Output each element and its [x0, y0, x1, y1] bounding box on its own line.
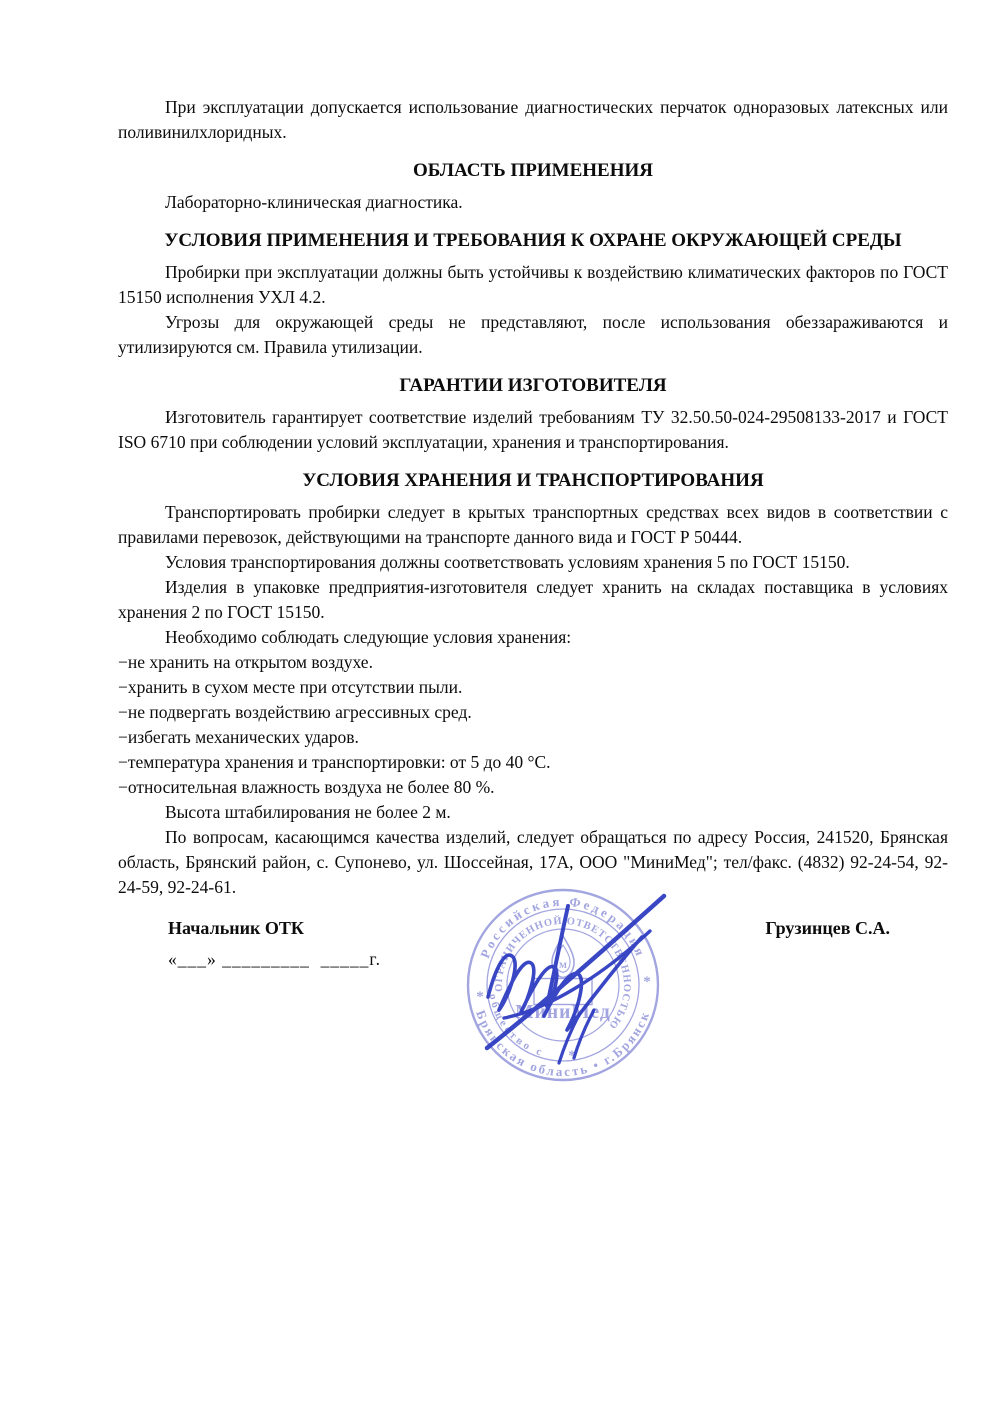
storage-condition-item: −не подвергать воздействию агрессивных сред. [118, 702, 472, 722]
heading-manufacturer-warranty: ГАРАНТИИ ИЗГОТОВИТЕЛЯ [399, 375, 667, 396]
content-area [118, 95, 948, 972]
paragraph-storage-intro: Необходимо соблюдать следующие условия хранения: [165, 627, 572, 647]
paragraph-warranty: Изготовитель гарантирует соответствие изделий требованиям ТУ 32.50.50-024-29508133-2017 и ГОСТ ISO 6710 при соблюдении условий эксплуатации, хранения и транспортирования. [118, 407, 948, 452]
stamp-center-name: МиниМед [515, 1002, 611, 1023]
position-title: Начальник ОТК [168, 918, 304, 938]
stamp-star-bottom-icon: * [568, 1048, 576, 1064]
paragraph-storage-warehouse: Изделия в упаковке предприятия-изготовителя следует хранить на складах поставщика в условиях хранения 2 по ГОСТ 15150. [118, 577, 948, 622]
stamp-outer-bottom-text: Брянская область • г.Брянск [473, 1007, 653, 1080]
heading-application-area: ОБЛАСТЬ ПРИМЕНЕНИЯ [412, 160, 653, 181]
heading-usage-conditions: УСЛОВИЯ ПРИМЕНЕНИЯ И ТРЕБОВАНИЯ К ОХРАНЕ ОКРУЖАЮЩЕЙ СРЕДЫ [164, 230, 902, 251]
paragraph-usage-climate: Пробирки при эксплуатации должны быть устойчивы к воздействию климатических факторов по ГОСТ 15150 исполнения УХЛ 4.2. [118, 262, 948, 307]
paragraph-stacking-height: Высота штабилирования не более 2 м. [165, 802, 451, 822]
stamp-star-left-icon: * [476, 989, 484, 1005]
stamp-monogram: М [558, 960, 568, 970]
paragraph-application-area: Лабораторно-клиническая диагностика. [165, 192, 463, 212]
signature-block [118, 916, 948, 972]
stamp-star-right-icon: * [643, 974, 651, 990]
signatory-name: Грузинцев С.А. [765, 918, 890, 938]
date-line: «___» _________ _____г. [168, 949, 381, 969]
paragraph-usage-environment: Угрозы для окружающей среды не представляют, после использования обеззараживаются и утилизируются см. Правила утилизации. [118, 312, 948, 357]
stamp-outer-top-text: Российская Федерация [477, 893, 649, 961]
stamp-inner-bottom-text: общество с [486, 992, 547, 1060]
paragraph-intro: При эксплуатации допускается использование диагностических перчаток одноразовых латексных или поливинилхлоридных. [118, 97, 948, 142]
storage-condition-item: −избегать механических ударов. [118, 727, 359, 747]
paragraph-transport-conditions: Условия транспортирования должны соответствовать условиям хранения 5 по ГОСТ 15150. [165, 552, 850, 572]
storage-condition-item: −не хранить на открытом воздухе. [118, 652, 373, 672]
stamp-inner-top-text: ОГРАНИЧЕННОЙ ОТВЕТСТВЕННОСТЬЮ [493, 915, 633, 1031]
storage-condition-item: −хранить в сухом месте при отсутствии пыли. [118, 677, 463, 697]
paragraph-contact-info: По вопросам, касающимся качества изделий, следует обращаться по адресу Россия, 241520, Брянская область, Брянский район, с. Супонево, ул. Шоссейная, 17А, ООО "МиниМед"; тел/факс. (4832) 92-24-54, 92-24-59, 92-24-61. [118, 827, 948, 897]
storage-condition-item: −относительная влажность воздуха не более 80 %. [118, 777, 495, 797]
signature-stroke-tail-2 [574, 1010, 594, 1058]
signature-left-column [168, 916, 381, 972]
signature-stroke-tail-1 [559, 1013, 580, 1063]
storage-condition-item: −температура хранения и транспортировки: от 5 до 40 °С. [118, 752, 551, 772]
stamp-center-banner [534, 979, 592, 1005]
paragraph-transport: Транспортировать пробирки следует в крытых транспортных средствах всех видов в соответствии с правилами перевозок, действующими на транспорте данного вида и ГОСТ Р 50444. [118, 502, 948, 547]
heading-storage-transport: УСЛОВИЯ ХРАНЕНИЯ И ТРАНСПОРТИРОВАНИЯ [302, 470, 764, 491]
